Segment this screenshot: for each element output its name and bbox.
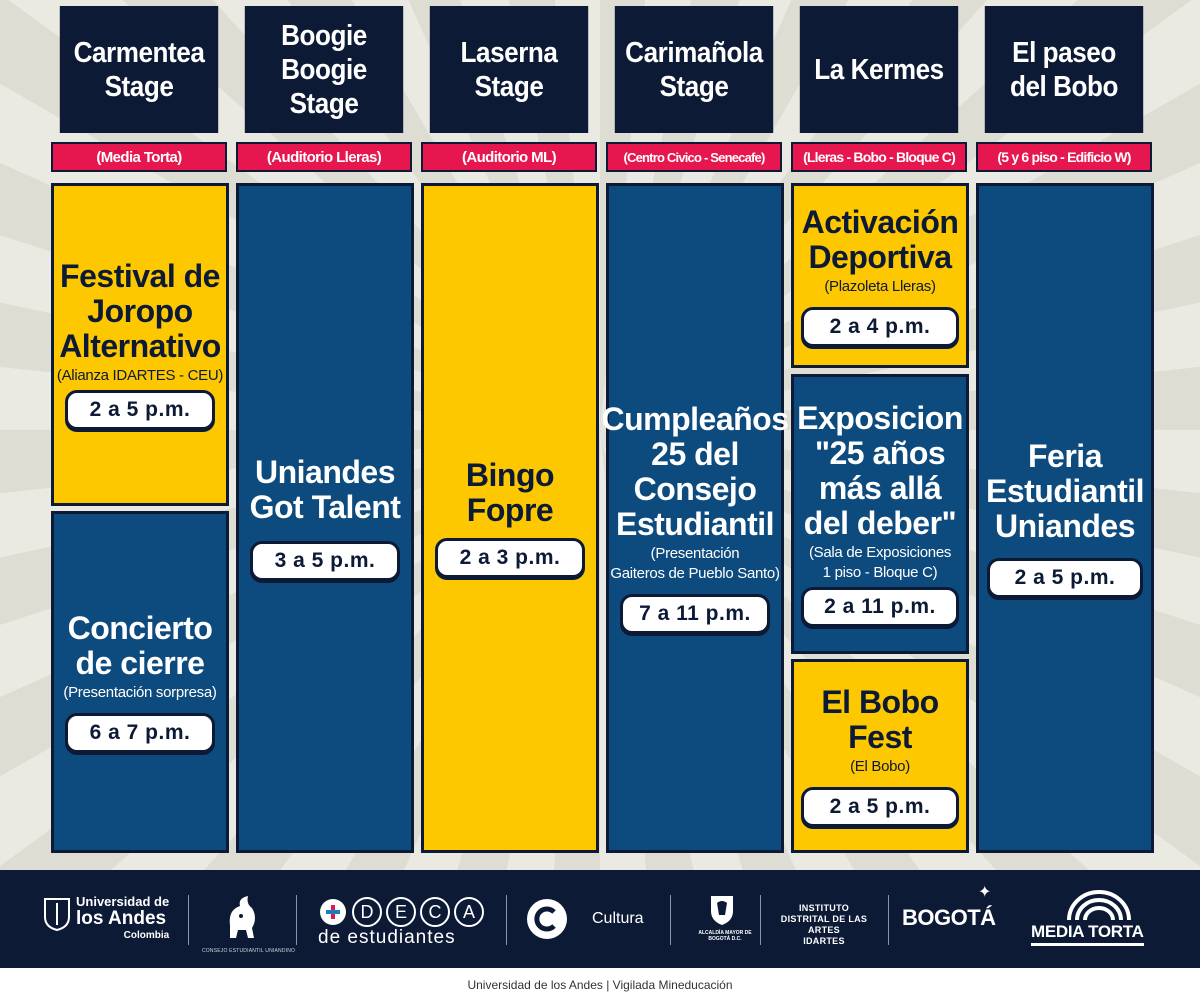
footer-divider — [188, 895, 189, 945]
event-got-talent — [236, 183, 414, 853]
event-time-badge: 6 a 7 p.m. — [65, 713, 215, 753]
event-title-line: de cierre — [75, 645, 205, 681]
stage-name-line: Boogie — [281, 19, 367, 52]
event-feria — [976, 183, 1154, 853]
event-title — [424, 458, 596, 528]
stage-header — [985, 6, 1143, 133]
plus-dot-icon — [318, 897, 348, 927]
stage-location: (Auditorio Lleras) — [236, 142, 412, 172]
stage-name-line: Boogie — [281, 53, 367, 86]
event-title — [791, 401, 969, 541]
deca-letter: E — [386, 897, 416, 927]
cultura-logo — [526, 898, 568, 945]
uniandes-text — [76, 895, 169, 943]
event-title-line: Deportiva — [808, 238, 952, 275]
event-title-line: Exposicion — [797, 400, 963, 436]
stage-location: (Media Torta) — [51, 142, 227, 172]
stage-location: (Centro Civico - Senecafe) — [606, 142, 782, 172]
stage-header — [245, 6, 403, 133]
deca-letter: A — [454, 897, 484, 927]
idartes-line: DISTRITAL DE LAS ARTES — [780, 914, 868, 935]
consejo-text: CONSEJO ESTUDIANTIL UNIANDINO — [202, 948, 296, 954]
event-title — [244, 455, 407, 525]
media-torta-text: MEDIA TORTA — [1031, 922, 1144, 946]
event-title-line: Joropo — [87, 293, 193, 329]
stage-name-line: Laserna — [460, 36, 558, 69]
event-title — [815, 685, 944, 755]
uniandes-line: los Andes — [76, 908, 167, 929]
event-title-line: Consejo — [633, 471, 757, 507]
event-time-badge: 3 a 5 p.m. — [250, 541, 400, 581]
event-cumpleanos — [601, 183, 789, 853]
stage-header — [615, 6, 773, 133]
event-title-line: 25 del — [651, 436, 739, 472]
event-title-line: Estudiantil — [985, 472, 1145, 509]
event-subtitle-line: (Presentación — [650, 545, 740, 562]
alcaldia-logo — [708, 893, 736, 932]
event-title-line: Got Talent — [249, 489, 401, 525]
event-title-line: Uniandes — [994, 507, 1136, 544]
footer-divider — [296, 895, 297, 945]
event-title — [62, 611, 219, 681]
stage-name-line: Carmentea — [73, 36, 205, 69]
stage-header — [800, 6, 958, 133]
event-subtitle: (Presentación sorpresa) — [63, 684, 217, 701]
stage-location: (Auditorio ML) — [421, 142, 597, 172]
event-time-badge: 2 a 3 p.m. — [435, 538, 585, 578]
stage-header — [60, 6, 218, 133]
stage-name-line: Stage — [289, 87, 359, 120]
event-subtitle — [610, 544, 779, 584]
event-title-line: Uniandes — [254, 454, 396, 490]
event-title-line: más allá — [818, 470, 942, 506]
event-title-line: del deber" — [803, 505, 957, 541]
alcaldia-text: ALCALDÍA MAYOR DE BOGOTÁ D.C. — [698, 930, 752, 942]
stage-name-line: Stage — [474, 70, 544, 103]
footer-divider — [670, 895, 671, 945]
deca-logo — [318, 897, 484, 927]
event-joropo — [51, 183, 229, 506]
idartes-logo — [764, 903, 884, 947]
event-time-badge: 2 a 5 p.m. — [65, 390, 215, 430]
event-subtitle-line: Gaiteros de Pueblo Santo) — [610, 565, 780, 582]
event-title-line: Fest — [848, 719, 912, 755]
event-title — [53, 259, 227, 364]
event-concierto — [51, 511, 229, 853]
event-time-badge: 2 a 5 p.m. — [801, 787, 959, 827]
event-bingo — [421, 183, 599, 853]
uniandes-line: Universidad de — [76, 894, 170, 909]
event-title — [595, 402, 794, 542]
event-title-line: Bingo Fopre — [465, 457, 555, 528]
deca-letter: C — [420, 897, 450, 927]
event-activacion — [791, 183, 969, 368]
event-title-line: Concierto — [67, 610, 213, 646]
footer-divider — [506, 895, 507, 945]
event-title — [980, 439, 1150, 544]
event-title-line: Cumpleaños — [601, 401, 789, 437]
event-subtitle: (Plazoleta Lleras) — [824, 277, 936, 295]
idartes-line: IDARTES — [803, 936, 845, 946]
event-title-line: Alternativo — [59, 328, 221, 364]
uniandes-line: Colombia — [123, 930, 170, 941]
arch-stripes-icon — [1064, 888, 1134, 922]
coat-of-arms-icon — [708, 893, 736, 927]
bogota-logo: BOGOTÁ — [902, 905, 996, 930]
event-time-badge: 2 a 11 p.m. — [801, 587, 959, 627]
event-subtitle: (El Bobo) — [850, 758, 910, 775]
deca-letter: D — [352, 897, 382, 927]
event-subtitle-line: (Sala de Exposiciones — [808, 544, 952, 561]
idartes-line: INSTITUTO — [798, 903, 850, 913]
stage-header — [430, 6, 588, 133]
stage-location: (Lleras - Bobo - Bloque C) — [791, 142, 967, 172]
consejo-logo — [208, 890, 274, 955]
event-title-line: Estudiantil — [615, 506, 775, 542]
event-title-line: El Bobo — [821, 684, 939, 720]
footer-divider — [888, 895, 889, 945]
event-subtitle-line: 1 piso - Bloque C) — [822, 564, 938, 581]
cultura-text: Cultura — [592, 910, 644, 927]
stage-name-line: Stage — [104, 70, 174, 103]
star-icon: ✦ — [978, 884, 992, 901]
stage-name-line: Stage — [659, 70, 729, 103]
uniandes-shield-icon — [42, 897, 72, 931]
event-title-line: Festival de — [60, 258, 220, 294]
event-title-line: Feria — [1028, 437, 1102, 474]
uniandes-logo — [42, 897, 72, 936]
event-time-badge: 2 a 4 p.m. — [801, 307, 959, 347]
event-bobo-fest — [791, 659, 969, 853]
goat-emblem-icon — [208, 890, 274, 950]
cultura-c-icon — [526, 898, 568, 940]
stage-location: (5 y 6 piso - Edificio W) — [976, 142, 1152, 172]
stage-name-line: La Kermes — [814, 53, 944, 86]
deca-subtitle: de estudiantes — [318, 927, 456, 948]
event-exposicion — [791, 374, 969, 654]
event-subtitle — [809, 543, 951, 583]
stage-name-line: El paseo — [1012, 36, 1116, 69]
stage-name-line: Carimañola — [625, 36, 763, 69]
bottom-legal-strip: Universidad de los Andes | Vigilada Mineducación — [0, 968, 1200, 1002]
event-time-badge: 2 a 5 p.m. — [987, 558, 1143, 598]
event-title-line: Activación — [801, 203, 959, 240]
event-title — [796, 205, 965, 275]
event-time-badge: 7 a 11 p.m. — [620, 594, 770, 634]
footer-divider — [760, 895, 761, 945]
event-title-line: "25 años — [814, 435, 946, 471]
event-subtitle: (Alianza IDARTES - CEU) — [56, 367, 224, 384]
stage-name-line: del Bobo — [1009, 70, 1119, 103]
